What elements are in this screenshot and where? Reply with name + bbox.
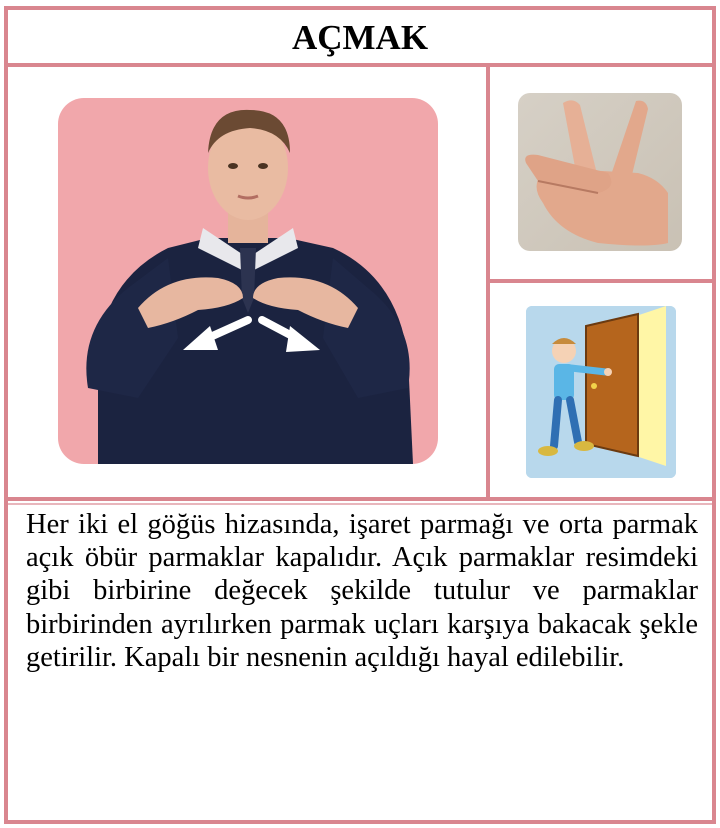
boy-opening-door-illustration: [526, 306, 676, 478]
sign-title: AÇMAK: [291, 18, 429, 57]
outer-border-left: [4, 6, 8, 824]
hand-shape-photo: [518, 93, 682, 251]
sign-description: Her iki el göğüs hizasında, işaret parmağı ve orta parmak açık öbür parmaklar kapalıdır. Açık parmaklar resimdeki gibi birbirine değecek şekilde tutulur ve parmaklar birbirinden ayrılırken parmak uçları karşıya bakacak şekle getirilir. Kapalı bir nesnenin açıldığı hayal edilebilir.: [26, 509, 698, 673]
text-divider-inner: [8, 503, 712, 505]
signer-illustration: [58, 98, 438, 464]
outer-border-bottom: [4, 820, 716, 824]
signer-photo: [58, 98, 438, 464]
image-text-divider: [4, 497, 716, 501]
door-illustration: [526, 306, 676, 478]
v-hand-illustration: [518, 93, 682, 251]
outer-border-right: [712, 6, 716, 824]
right-panel-divider: [486, 279, 716, 283]
outer-border-top: [4, 6, 716, 10]
